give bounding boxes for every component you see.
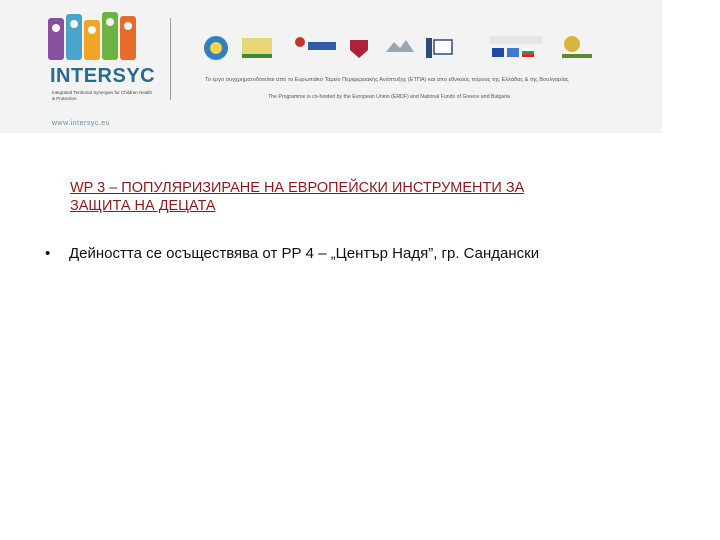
logo-url: www.intersyc.eu — [52, 120, 111, 127]
partner-logo-4 — [350, 40, 368, 58]
eu-flags-logo — [490, 36, 542, 57]
header-banner — [0, 0, 662, 133]
header-divider — [170, 18, 171, 100]
partner-logo-1 — [204, 36, 228, 60]
partner-logos-strip — [200, 32, 620, 68]
funding-note-english: The Programme is co-funded by the European Union (ERDF) and National Funds of Greece and Bulgaria — [268, 94, 510, 100]
slide-title-line-1: WP 3 – ПОПУЛЯРИЗИРАНЕ НА ЕВРОПЕЙСКИ ИНСТРУМЕНТИ ЗА — [70, 180, 525, 196]
bullet-text: Дейността се осъществява от РР 4 – „Център Надя”, гр. Сандански — [69, 245, 540, 262]
bullet-item — [45, 245, 539, 262]
children-figures-icon — [48, 12, 140, 62]
bullet-dot: • — [45, 245, 51, 262]
partner-logo-6 — [426, 38, 452, 58]
funding-note-greek: Το έργο συγχρηματοδοτείται από το Ευρωπαϊκό Ταμείο Περιφερειακής Ανάπτυξης (ΕΤΠΑ) και από εθνικούς πόρους της Ελλάδας & της Βουλγαρίας — [205, 77, 569, 83]
nadja-logo — [295, 37, 336, 50]
partner-logo-8 — [562, 36, 592, 58]
partner-logo-2 — [242, 38, 272, 58]
slide-title — [70, 179, 630, 215]
logo-tagline: Integrated Territorial Synergies for Children Health & Protection — [52, 90, 152, 101]
logo-name: INTERSYC — [50, 65, 156, 87]
slide-title-line-2: ЗАЩИТА НА ДЕЦАТА — [70, 198, 216, 214]
intersyc-logo — [40, 10, 156, 127]
partner-logo-5 — [386, 40, 414, 52]
